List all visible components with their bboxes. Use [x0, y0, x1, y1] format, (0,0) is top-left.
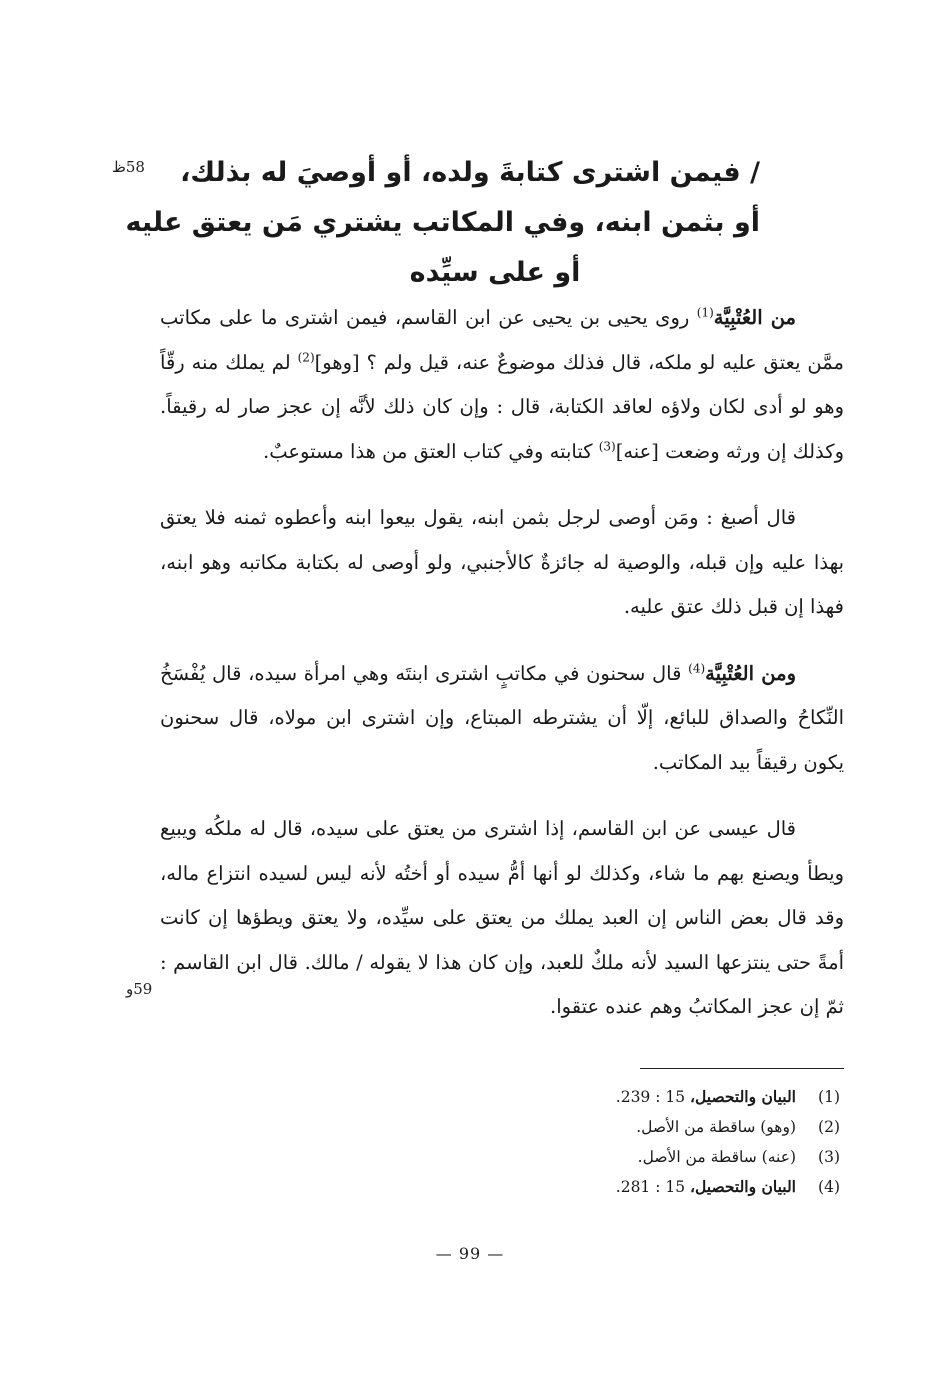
footnote-number: (3)	[818, 1148, 840, 1166]
paragraph-text: قال أصبغ : ومَن أوصى لرجل بثمن ابنه، يقول بيعوا ابنه وأعطوه ثمنه فلا يعتق بهذا عليه وإن قبله، والوصية له جائزةٌ كالأجنبي، ولو أوصى له بكتابة مكاتبه وهو ابنه، فهذا إن قبل ذلك عتق عليه.	[160, 506, 844, 618]
paragraph-3	[160, 652, 844, 786]
footnote-item	[470, 1142, 840, 1172]
body-text	[160, 296, 844, 1052]
footnote-item	[470, 1112, 840, 1142]
footnote-text: 15 : 239.	[615, 1088, 691, 1106]
footnote-text: (وهو) ساقطة من الأصل.	[636, 1118, 796, 1136]
paragraph-text: قال سحنون في مكاتبٍ اشترى ابنتَه وهي امرأة سيده، قال يُفْسَخُ النِّكاحُ والصداق للبائع، إلّا أن يشترطه المبتاع، وإن اشترى ابن مولاه، قال سحنون يكون رقيقاً بيد المكاتب.	[160, 661, 844, 774]
page-number: — 99 —	[435, 1244, 505, 1263]
footnotes	[470, 1082, 840, 1202]
footnote-number: (4)	[818, 1178, 840, 1196]
heading-line-3: أو على سيِّده	[409, 257, 581, 288]
footnote-divider	[640, 1068, 844, 1069]
paragraph-lead: من العُتْبِيَّة	[713, 306, 796, 329]
footnote-text: (عنه) ساقطة من الأصل.	[637, 1148, 796, 1166]
paragraph-text: كتابته وفي كتاب العتق من هذا مستوعبٌ.	[263, 439, 599, 463]
paragraph-1	[160, 296, 844, 474]
footnote-ref[interactable]: (4)	[688, 661, 706, 675]
heading-line-2: أو بثمن ابنه، وفي المكاتب يشتري مَن يعتق عليه	[125, 207, 760, 238]
footnote-number: (1)	[818, 1088, 840, 1106]
margin-folio-ref-top: 58ظ	[112, 158, 145, 176]
footnote-ref[interactable]: (2)	[297, 350, 315, 364]
footnote-number: (2)	[818, 1118, 840, 1136]
footnote-ref[interactable]: (3)	[598, 439, 616, 453]
margin-folio-ref-bottom: 59و	[126, 980, 153, 998]
paragraph-4	[160, 807, 844, 1030]
paragraph-2	[160, 496, 844, 630]
footnote-ref[interactable]: (1)	[696, 305, 714, 320]
paragraph-text: لم يملك منه رقّاً وهو لو أدى لكان ولاؤه لعاقد الكتابة، قال : وإن كان ذلك لأنَّه إن عجز صار له رقيقاً. وكذلك إن ورثه وضعت [عنه]	[160, 350, 844, 463]
paragraph-text: روى يحيى بن يحيى عن ابن القاسم، فيمن اشترى ما على مكاتب ممَّن يعتق عليه لو ملكه، قال فذلك موضوعٌ عنه، قيل ولم ؟ [وهو]	[160, 306, 844, 374]
footnote-source: البيان والتحصيل،	[690, 1177, 796, 1196]
footnote-text: 15 : 281.	[615, 1178, 691, 1196]
footnote-item	[470, 1082, 840, 1112]
footnote-source: البيان والتحصيل،	[690, 1087, 796, 1106]
paragraph-text: قال عيسى عن ابن القاسم، إذا اشترى من يعتق على سيده، قال له ملكُه ويبيع ويطأ ويصنع بهم ما شاء، وكذلك لو أنها أمُّ سيده أو أختُه لأنه ليس لسيده انتزاع ماله، وقد قال بعض الناس إن العبد يملك من يعتق على سيِّده، ولا يعتق ويطؤها إن كانت أمةً حتى ينتزعها السيد لأنه ملكٌ للعبد، وإن كان هذا لا يقوله / مالك. قال ابن القاسم : ثمّ إن عجز المكاتبُ وهم عنده عتقوا.	[160, 817, 844, 1018]
heading-line-1: / فيمن اشترى كتابةَ ولده، أو أوصيَ له بذلك،	[180, 157, 760, 188]
footnote-item	[470, 1172, 840, 1202]
paragraph-lead: ومن العُتْبِيَّة	[705, 661, 796, 685]
